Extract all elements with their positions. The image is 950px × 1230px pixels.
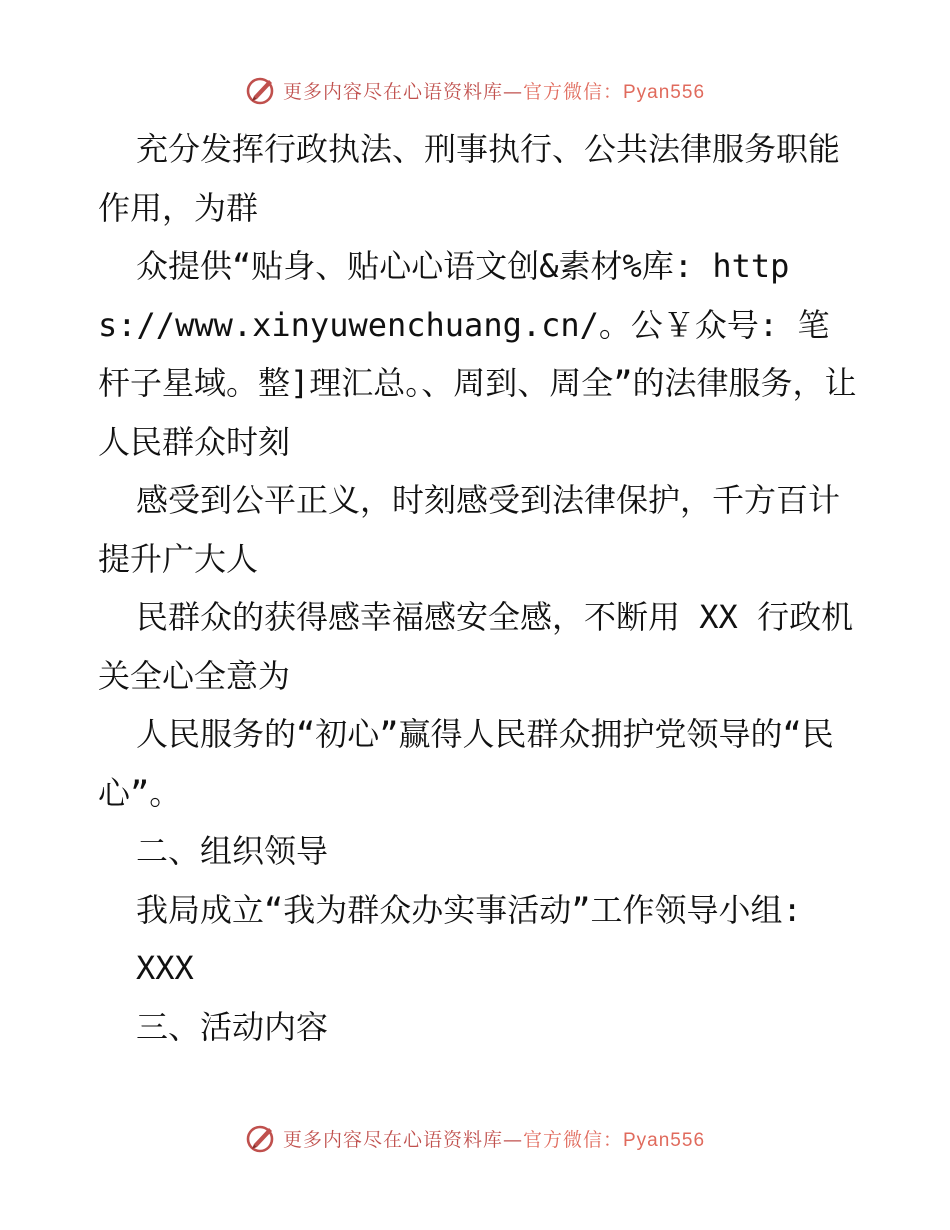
banner-site-name: 更多内容尽在心语资料库 — [282, 80, 503, 103]
banner-dash: — — [503, 1128, 523, 1151]
paragraph: XXX — [136, 949, 194, 987]
banner-wechat-id: 官方微信：Pyan556 — [523, 1129, 706, 1151]
paragraph: 充分发挥行政执法、刑事执行、公共法律服务职能作用，为群 — [98, 130, 841, 227]
section-heading: 二、组织领导 — [136, 832, 329, 870]
quill-pen-logo-icon — [245, 1122, 277, 1154]
banner-dash: — — [503, 80, 523, 103]
footer-watermark-banner — [0, 1118, 950, 1158]
banner-site-name: 更多内容尽在心语资料库 — [282, 1128, 503, 1151]
paragraph: 感受到公平正义，时刻感受到法律保护，千方百计提升广大人 — [98, 481, 841, 578]
document-body — [98, 120, 858, 1056]
quill-pen-logo-icon — [245, 74, 277, 106]
header-watermark-banner — [0, 70, 950, 110]
paragraph: 人民服务的“初心”赢得人民群众拥护党领导的“民心”。 — [98, 715, 834, 812]
section-heading: 三、活动内容 — [136, 1007, 329, 1046]
paragraph: 民群众的获得感幸福感安全感，不断用 XX 行政机关全心全意为 — [98, 598, 854, 695]
paragraph: 众提供“贴身、贴心心语文创&素材%库: https://www.xinyuwenchuang.cn/。公￥众号: 笔杆子星域。整]理汇总。、周到、周全”的法律服务，让人民群众时刻 — [98, 247, 857, 461]
paragraph: 我局成立“我为群众办实事活动”工作领导小组: — [136, 890, 802, 929]
banner-wechat-id: 官方微信：Pyan556 — [523, 81, 706, 103]
